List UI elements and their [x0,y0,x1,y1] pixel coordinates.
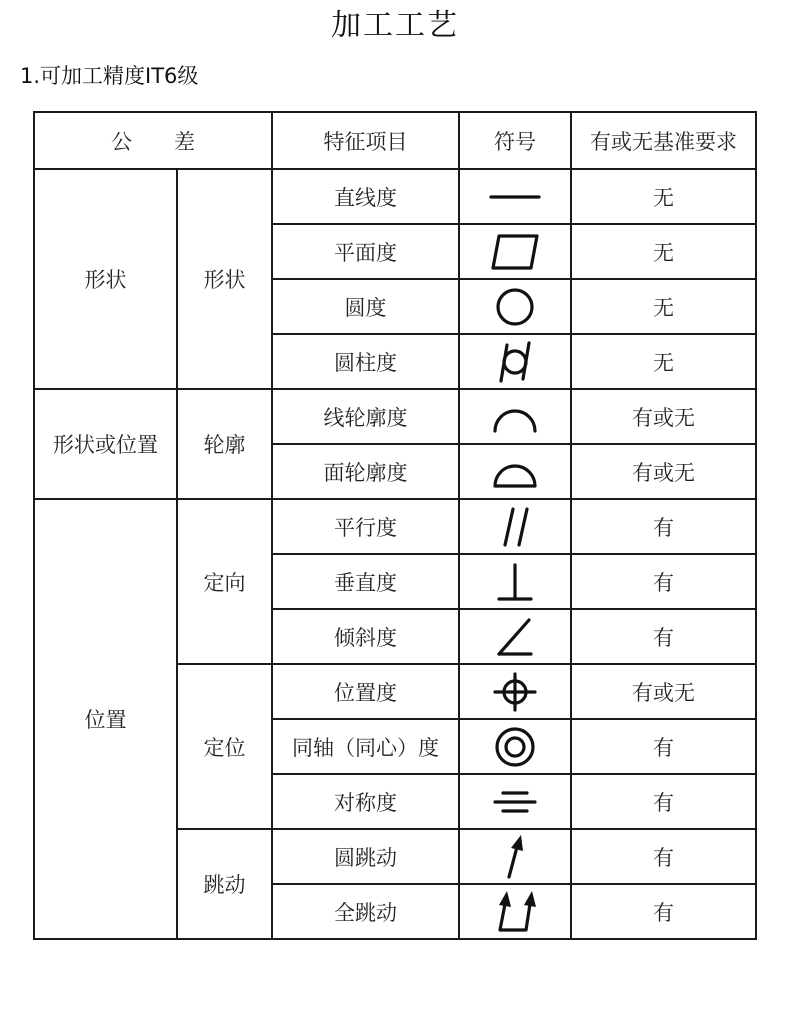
datum-cell: 无 [571,279,756,334]
header-tolerance: 公 差 [34,112,272,169]
feature-cell: 对称度 [272,774,459,829]
feature-cell: 直线度 [272,169,459,224]
symbol-cell [459,444,571,499]
angularity-icon [485,614,545,660]
symbol-cell [459,719,571,774]
symbol-cell [459,774,571,829]
subgroup-runout: 跳动 [177,829,272,939]
feature-cell: 倾斜度 [272,609,459,664]
datum-cell: 无 [571,224,756,279]
datum-cell: 无 [571,334,756,389]
symbol-cell [459,279,571,334]
group-shape: 形状 [34,169,177,389]
datum-cell: 有或无 [571,389,756,444]
group-shape-or-position: 形状或位置 [34,389,177,499]
feature-cell: 平面度 [272,224,459,279]
perpendicularity-icon [485,559,545,605]
feature-cell: 平行度 [272,499,459,554]
circular-runout-icon [485,833,545,881]
symbol-cell [459,499,571,554]
gdt-tolerance-table [33,111,757,940]
line-profile-icon [485,397,545,437]
subgroup-shape: 形状 [177,169,272,389]
feature-cell: 圆度 [272,279,459,334]
concentricity-icon [485,724,545,770]
table-row [34,389,756,444]
subgroup-location: 定位 [177,664,272,829]
symbol-cell [459,389,571,444]
table-row [34,169,756,224]
symbol-cell [459,884,571,939]
feature-cell: 全跳动 [272,884,459,939]
table-header-row [34,112,756,169]
datum-cell: 有 [571,499,756,554]
table-row [34,499,756,554]
feature-cell: 位置度 [272,664,459,719]
feature-cell: 面轮廓度 [272,444,459,499]
datum-cell: 无 [571,169,756,224]
symbol-cell [459,224,571,279]
symbol-cell [459,169,571,224]
parallelism-icon [485,504,545,550]
datum-cell: 有 [571,884,756,939]
datum-cell: 有或无 [571,444,756,499]
symbol-cell [459,609,571,664]
datum-cell: 有 [571,719,756,774]
feature-cell: 圆跳动 [272,829,459,884]
header-symbol: 符号 [459,112,571,169]
datum-cell: 有 [571,829,756,884]
subgroup-profile: 轮廓 [177,389,272,499]
position-icon [485,669,545,715]
feature-cell: 圆柱度 [272,334,459,389]
datum-cell: 有 [571,554,756,609]
flatness-icon [485,230,545,274]
subgroup-orientation: 定向 [177,499,272,664]
straightness-icon [485,177,545,217]
symbol-cell [459,554,571,609]
header-datum: 有或无基准要求 [571,112,756,169]
group-position: 位置 [34,499,177,939]
circularity-icon [485,285,545,329]
feature-cell: 垂直度 [272,554,459,609]
feature-cell: 线轮廓度 [272,389,459,444]
feature-cell: 同轴（同心）度 [272,719,459,774]
symmetry-icon [485,782,545,822]
datum-cell: 有 [571,609,756,664]
symbol-cell [459,334,571,389]
datum-cell: 有或无 [571,664,756,719]
surface-profile-icon [485,452,545,492]
precision-subtitle: 1.可加工精度IT6级 [20,64,199,88]
total-runout-icon [485,888,545,936]
header-feature: 特征项目 [272,112,459,169]
symbol-cell [459,829,571,884]
page-title: 加工工艺 [331,8,459,43]
cylindricity-icon [485,339,545,385]
symbol-cell [459,664,571,719]
datum-cell: 有 [571,774,756,829]
